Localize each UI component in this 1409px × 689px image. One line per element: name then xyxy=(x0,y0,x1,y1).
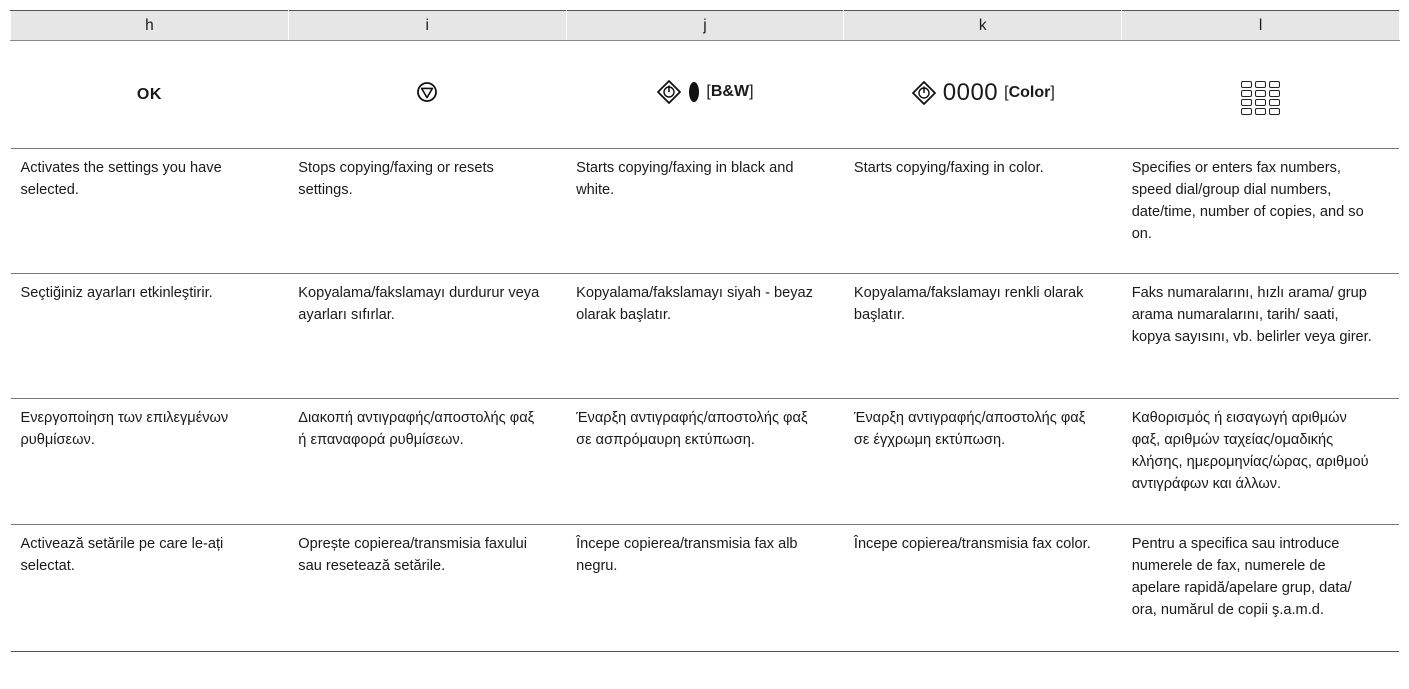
description-i-en: Stops copying/faxing or resets settings. xyxy=(288,149,566,274)
description-l-el: Καθορισμός ή εισαγωγή αριθμών φαξ, αριθμών ταχείας/ομαδικής κλήσης, ημερομηνίας/ώρας, αριθμού αντιγράφων και άλλων. xyxy=(1122,399,1400,525)
control-panel-table xyxy=(10,10,1400,652)
description-i-el: Διακοπή αντιγραφής/αποστολής φαξ ή επαναφορά ρυθμίσεων. xyxy=(288,399,566,525)
description-i-ro: Oprește copierea/transmisia faxului sau resetează setările. xyxy=(288,525,566,652)
description-l-ro: Pentru a specifica sau introduce numerele de fax, numerele de apelare rapidă/apelare grup, data/ ora, numărul de copii ş.a.m.d. xyxy=(1122,525,1400,652)
description-i-tr: Kopyalama/fakslamayı durdurur veya ayarları sıfırlar. xyxy=(288,274,566,399)
column-header-h: h xyxy=(11,11,289,41)
description-h-ro: Activează setările pe care le-ați selectat. xyxy=(11,525,289,652)
description-l-tr: Faks numaralarını, hızlı arama/ grup arama numaralarını, tarih/ saati, kopya sayısını, vb. belirler veya girer. xyxy=(1122,274,1400,399)
ok-button-label: OK xyxy=(136,85,162,103)
start-icon xyxy=(656,79,682,105)
turkish-row xyxy=(11,274,1400,399)
column-header-row xyxy=(11,11,1400,41)
column-header-l: l xyxy=(1122,11,1400,41)
description-k-ro: Începe copierea/transmisia fax color. xyxy=(844,525,1122,652)
description-j-ro: Începe copierea/transmisia fax alb negru. xyxy=(566,525,844,652)
column-header-i: i xyxy=(288,11,566,41)
description-j-en: Starts copying/faxing in black and white. xyxy=(566,149,844,274)
description-h-el: Ενεργοποίηση των επιλεγμένων ρυθμίσεων. xyxy=(11,399,289,525)
description-k-tr: Kopyalama/fakslamayı renkli olarak başlatır. xyxy=(844,274,1122,399)
bw-label: [B&W] xyxy=(706,83,754,100)
ok-button-cell xyxy=(11,41,289,149)
color-label: [Color] xyxy=(1004,83,1055,101)
description-h-en: Activates the settings you have selected. xyxy=(11,149,289,274)
column-header-k: k xyxy=(844,11,1122,41)
black-drop-icon xyxy=(688,81,700,103)
stop-button-cell xyxy=(288,41,566,149)
description-l-en: Specifies or enters fax numbers, speed dial/group dial numbers, date/time, number of copies, and so on. xyxy=(1122,149,1400,274)
bw-start-cell xyxy=(566,41,844,149)
english-row xyxy=(11,149,1400,274)
numeric-keypad-icon xyxy=(1241,81,1280,115)
description-k-en: Starts copying/faxing in color. xyxy=(844,149,1122,274)
stop-reset-icon xyxy=(416,81,438,103)
romanian-row xyxy=(11,525,1400,652)
icon-row xyxy=(11,41,1400,149)
color-ink-indicator: 0000 xyxy=(942,78,999,106)
start-icon xyxy=(911,80,937,106)
description-k-el: Έναρξη αντιγραφής/αποστολής φαξ σε έγχρωμη εκτύπωση. xyxy=(844,399,1122,525)
description-j-el: Έναρξη αντιγραφής/αποστολής φαξ σε ασπρόμαυρη εκτύπωση. xyxy=(566,399,844,525)
greek-row xyxy=(11,399,1400,525)
column-header-j: j xyxy=(566,11,844,41)
keypad-cell xyxy=(1122,41,1400,149)
description-h-tr: Seçtiğiniz ayarları etkinleştirir. xyxy=(11,274,289,399)
color-start-cell xyxy=(844,41,1122,149)
description-j-tr: Kopyalama/fakslamayı siyah - beyaz olarak başlatır. xyxy=(566,274,844,399)
